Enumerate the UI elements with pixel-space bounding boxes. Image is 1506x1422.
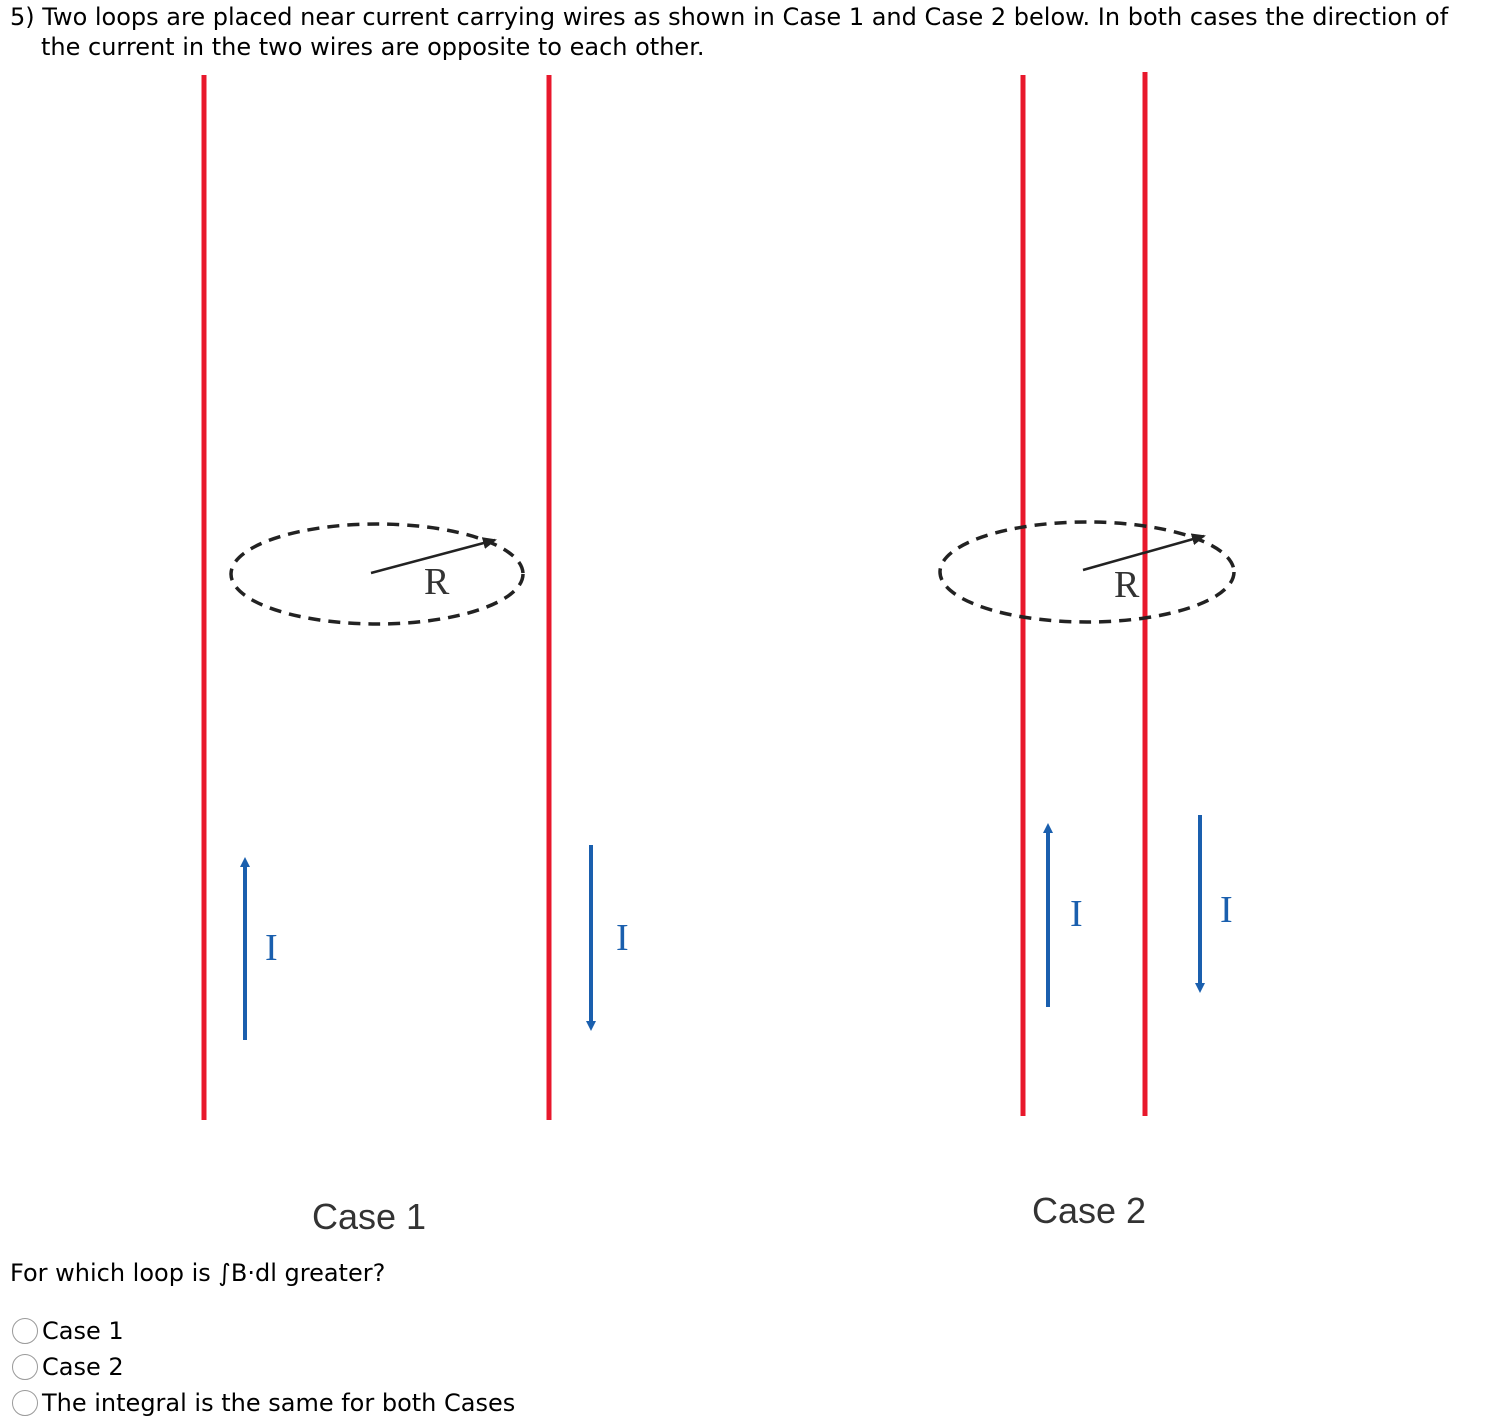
answer-options	[12, 1313, 515, 1421]
option-same[interactable]	[12, 1385, 515, 1421]
case1-current-label-left: I	[265, 927, 278, 969]
case-1-diagram	[204, 75, 629, 1237]
option-label: Case 1	[42, 1317, 124, 1345]
question-line-1: 5) Two loops are placed near current carrying wires as shown in Case 1 and Case 2 below. In both cases the direction of	[10, 3, 1449, 31]
case2-amperian-loop	[940, 522, 1234, 622]
case2-label: Case 2	[1032, 1190, 1147, 1231]
case1-radius-label: R	[424, 561, 450, 603]
radio-button[interactable]	[12, 1318, 38, 1344]
option-label: The integral is the same for both Cases	[42, 1389, 516, 1417]
radio-button[interactable]	[12, 1354, 38, 1380]
case1-current-label-right: I	[616, 917, 629, 959]
case1-amperian-loop	[231, 524, 523, 624]
case2-current-label-right: I	[1220, 889, 1233, 931]
prompt-text: For which loop is ∫B·dl greater?	[10, 1259, 386, 1287]
case1-label: Case 1	[312, 1196, 427, 1237]
case2-radius-label: R	[1114, 564, 1140, 606]
radio-button[interactable]	[12, 1390, 38, 1416]
option-case-1[interactable]	[12, 1313, 515, 1349]
option-label: Case 2	[42, 1353, 124, 1381]
question-line-2: the current in the two wires are opposite to each other.	[41, 33, 705, 61]
case2-current-label-left: I	[1070, 893, 1083, 935]
option-case-2[interactable]	[12, 1349, 515, 1385]
case-2-diagram	[940, 72, 1234, 1231]
